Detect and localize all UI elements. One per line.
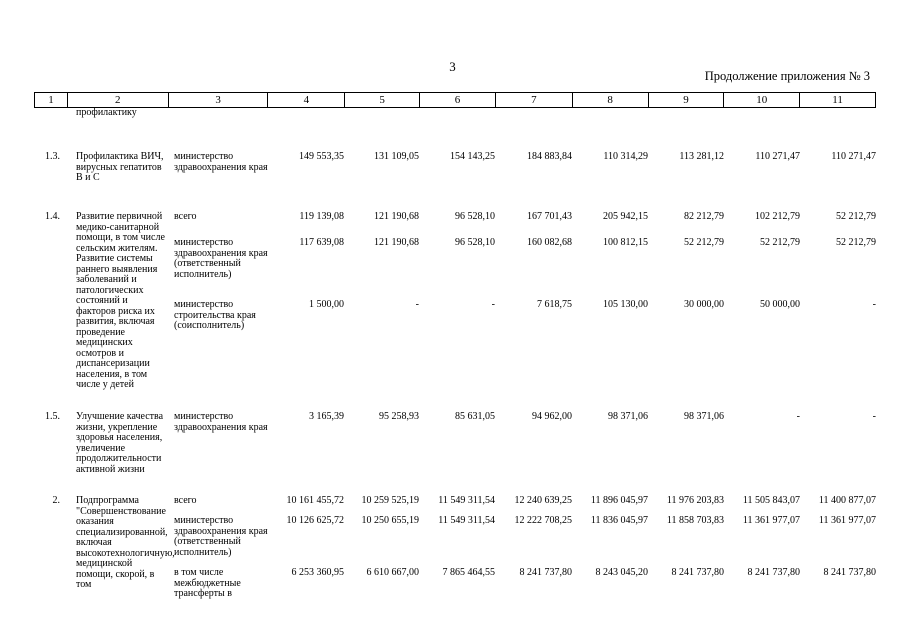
value-cell: 11 976 203,83: [666, 495, 724, 506]
executor-label: министерство здравоохранения края (ответственный исполнитель): [174, 237, 268, 280]
value-cell: 119 139,08: [299, 211, 344, 222]
header-cell: 5: [345, 93, 420, 107]
value-cell: 8 243 045,20: [595, 567, 648, 578]
header-cell: 3: [169, 93, 269, 107]
value-cell: 94 962,00: [532, 411, 572, 422]
value-cell: 149 553,35: [299, 151, 344, 162]
value-cell: 113 281,12: [679, 151, 724, 162]
executor-label: всего: [174, 495, 197, 506]
value-cell: 10 259 525,19: [361, 495, 419, 506]
value-cell: 11 549 311,54: [438, 515, 495, 526]
value-cell: 11 896 045,97: [590, 495, 648, 506]
value-cell: 6 253 360,95: [291, 567, 344, 578]
header-cell: 11: [832, 94, 843, 106]
value-cell: 102 212,79: [755, 211, 800, 222]
value-cell: 8 241 737,80: [519, 567, 572, 578]
row-name: профилактику: [76, 107, 137, 118]
value-cell: -: [796, 411, 800, 422]
value-cell: 117 639,08: [299, 237, 344, 248]
value-cell: 10 250 655,19: [361, 515, 419, 526]
table-row: [34, 496, 876, 606]
row-name: Подпрограмма "Совершенствование оказания специализированной, включая высокотехнологичную, медицинской помощи, скорой, в том: [76, 495, 175, 590]
table-row: [34, 108, 876, 152]
executor-label: министерство здравоохранения края (ответственный исполнитель): [174, 515, 268, 558]
value-cell: 11 361 977,07: [818, 515, 876, 526]
table-row: [34, 412, 876, 496]
header-cell: 7: [496, 93, 573, 107]
value-cell: 110 271,47: [755, 151, 800, 162]
value-cell: 11 858 703,83: [666, 515, 724, 526]
table-row: [34, 152, 876, 212]
value-cell: 105 130,00: [603, 299, 648, 310]
value-cell: 98 371,06: [684, 411, 724, 422]
header-cell: 9: [649, 93, 725, 107]
value-cell: 154 143,25: [450, 151, 495, 162]
row-number: 1.5.: [45, 411, 60, 422]
executor-label: министерство строительства края (соисполнитель): [174, 299, 256, 331]
header-cell: 6: [420, 93, 496, 107]
value-cell: 160 082,68: [527, 237, 572, 248]
value-cell: 205 942,15: [603, 211, 648, 222]
header-cell: 10: [724, 93, 800, 107]
value-cell: -: [872, 299, 876, 310]
value-cell: 11 400 877,07: [818, 495, 876, 506]
value-cell: 52 212,79: [836, 237, 876, 248]
table-header: [34, 92, 876, 108]
value-cell: 52 212,79: [760, 237, 800, 248]
header-cell: 8: [573, 93, 649, 107]
value-cell: 52 212,79: [684, 237, 724, 248]
value-cell: 30 000,00: [684, 299, 724, 310]
value-cell: 100 812,15: [603, 237, 648, 248]
value-cell: 110 271,47: [831, 151, 876, 162]
value-cell: -: [491, 299, 495, 310]
value-cell: 98 371,06: [608, 411, 648, 422]
row-name: Развитие первичной медико-санитарной помощи, в том числе сельским жителям. Развитие системы раннего выявления заболеваний и патологических состояний и факторов риска их развития, включая проведение медицинских осмотров и диспансеризации населения, в том числе у детей: [76, 211, 165, 390]
header-cell: 4: [268, 93, 345, 107]
value-cell: 7 865 464,55: [442, 567, 495, 578]
value-cell: 110 314,29: [603, 151, 648, 162]
header-cell: 2: [68, 93, 169, 107]
value-cell: 10 161 455,72: [286, 495, 344, 506]
value-cell: 131 109,05: [374, 151, 419, 162]
appendix-note: Продолжение приложения № 3: [704, 69, 870, 83]
executor-label: министерство здравоохранения края: [174, 411, 268, 433]
row-number: 2.: [52, 495, 60, 506]
executor-label: всего: [174, 211, 197, 222]
value-cell: 11 505 843,07: [742, 495, 800, 506]
value-cell: -: [872, 411, 876, 422]
value-cell: 184 883,84: [527, 151, 572, 162]
value-cell: 82 212,79: [684, 211, 724, 222]
value-cell: 12 222 708,25: [514, 515, 572, 526]
value-cell: 96 528,10: [455, 237, 495, 248]
value-cell: 8 241 737,80: [823, 567, 876, 578]
table-row: [34, 212, 876, 412]
executor-label: министерство здравоохранения края: [174, 151, 268, 173]
value-cell: 85 631,05: [455, 411, 495, 422]
value-cell: 121 190,68: [374, 211, 419, 222]
value-cell: 7 618,75: [537, 299, 572, 310]
row-name: Улучшение качества жизни, укрепление здоровья населения, увеличение продолжительности активной жизни: [76, 411, 164, 475]
value-cell: 1 500,00: [309, 299, 344, 310]
value-cell: 10 126 625,72: [286, 515, 344, 526]
row-name: Профилактика ВИЧ, вирусных гепатитов В и С: [76, 151, 164, 183]
header-cell: 1: [35, 93, 68, 107]
value-cell: 8 241 737,80: [747, 567, 800, 578]
value-cell: 3 165,39: [309, 411, 344, 422]
row-number: 1.4.: [45, 211, 60, 222]
value-cell: 11 836 045,97: [590, 515, 648, 526]
value-cell: 95 258,93: [379, 411, 419, 422]
value-cell: -: [415, 299, 419, 310]
value-cell: 167 701,43: [527, 211, 572, 222]
row-number: 1.3.: [45, 151, 60, 162]
value-cell: 11 361 977,07: [742, 515, 800, 526]
value-cell: 11 549 311,54: [438, 495, 495, 506]
value-cell: 121 190,68: [374, 237, 419, 248]
value-cell: 6 610 667,00: [366, 567, 419, 578]
value-cell: 12 240 639,25: [514, 495, 572, 506]
value-cell: 96 528,10: [455, 211, 495, 222]
value-cell: 8 241 737,80: [671, 567, 724, 578]
executor-label: в том числе межбюджетные трансферты в: [174, 567, 241, 599]
value-cell: 52 212,79: [836, 211, 876, 222]
page-number: 3: [449, 59, 456, 74]
value-cell: 50 000,00: [760, 299, 800, 310]
